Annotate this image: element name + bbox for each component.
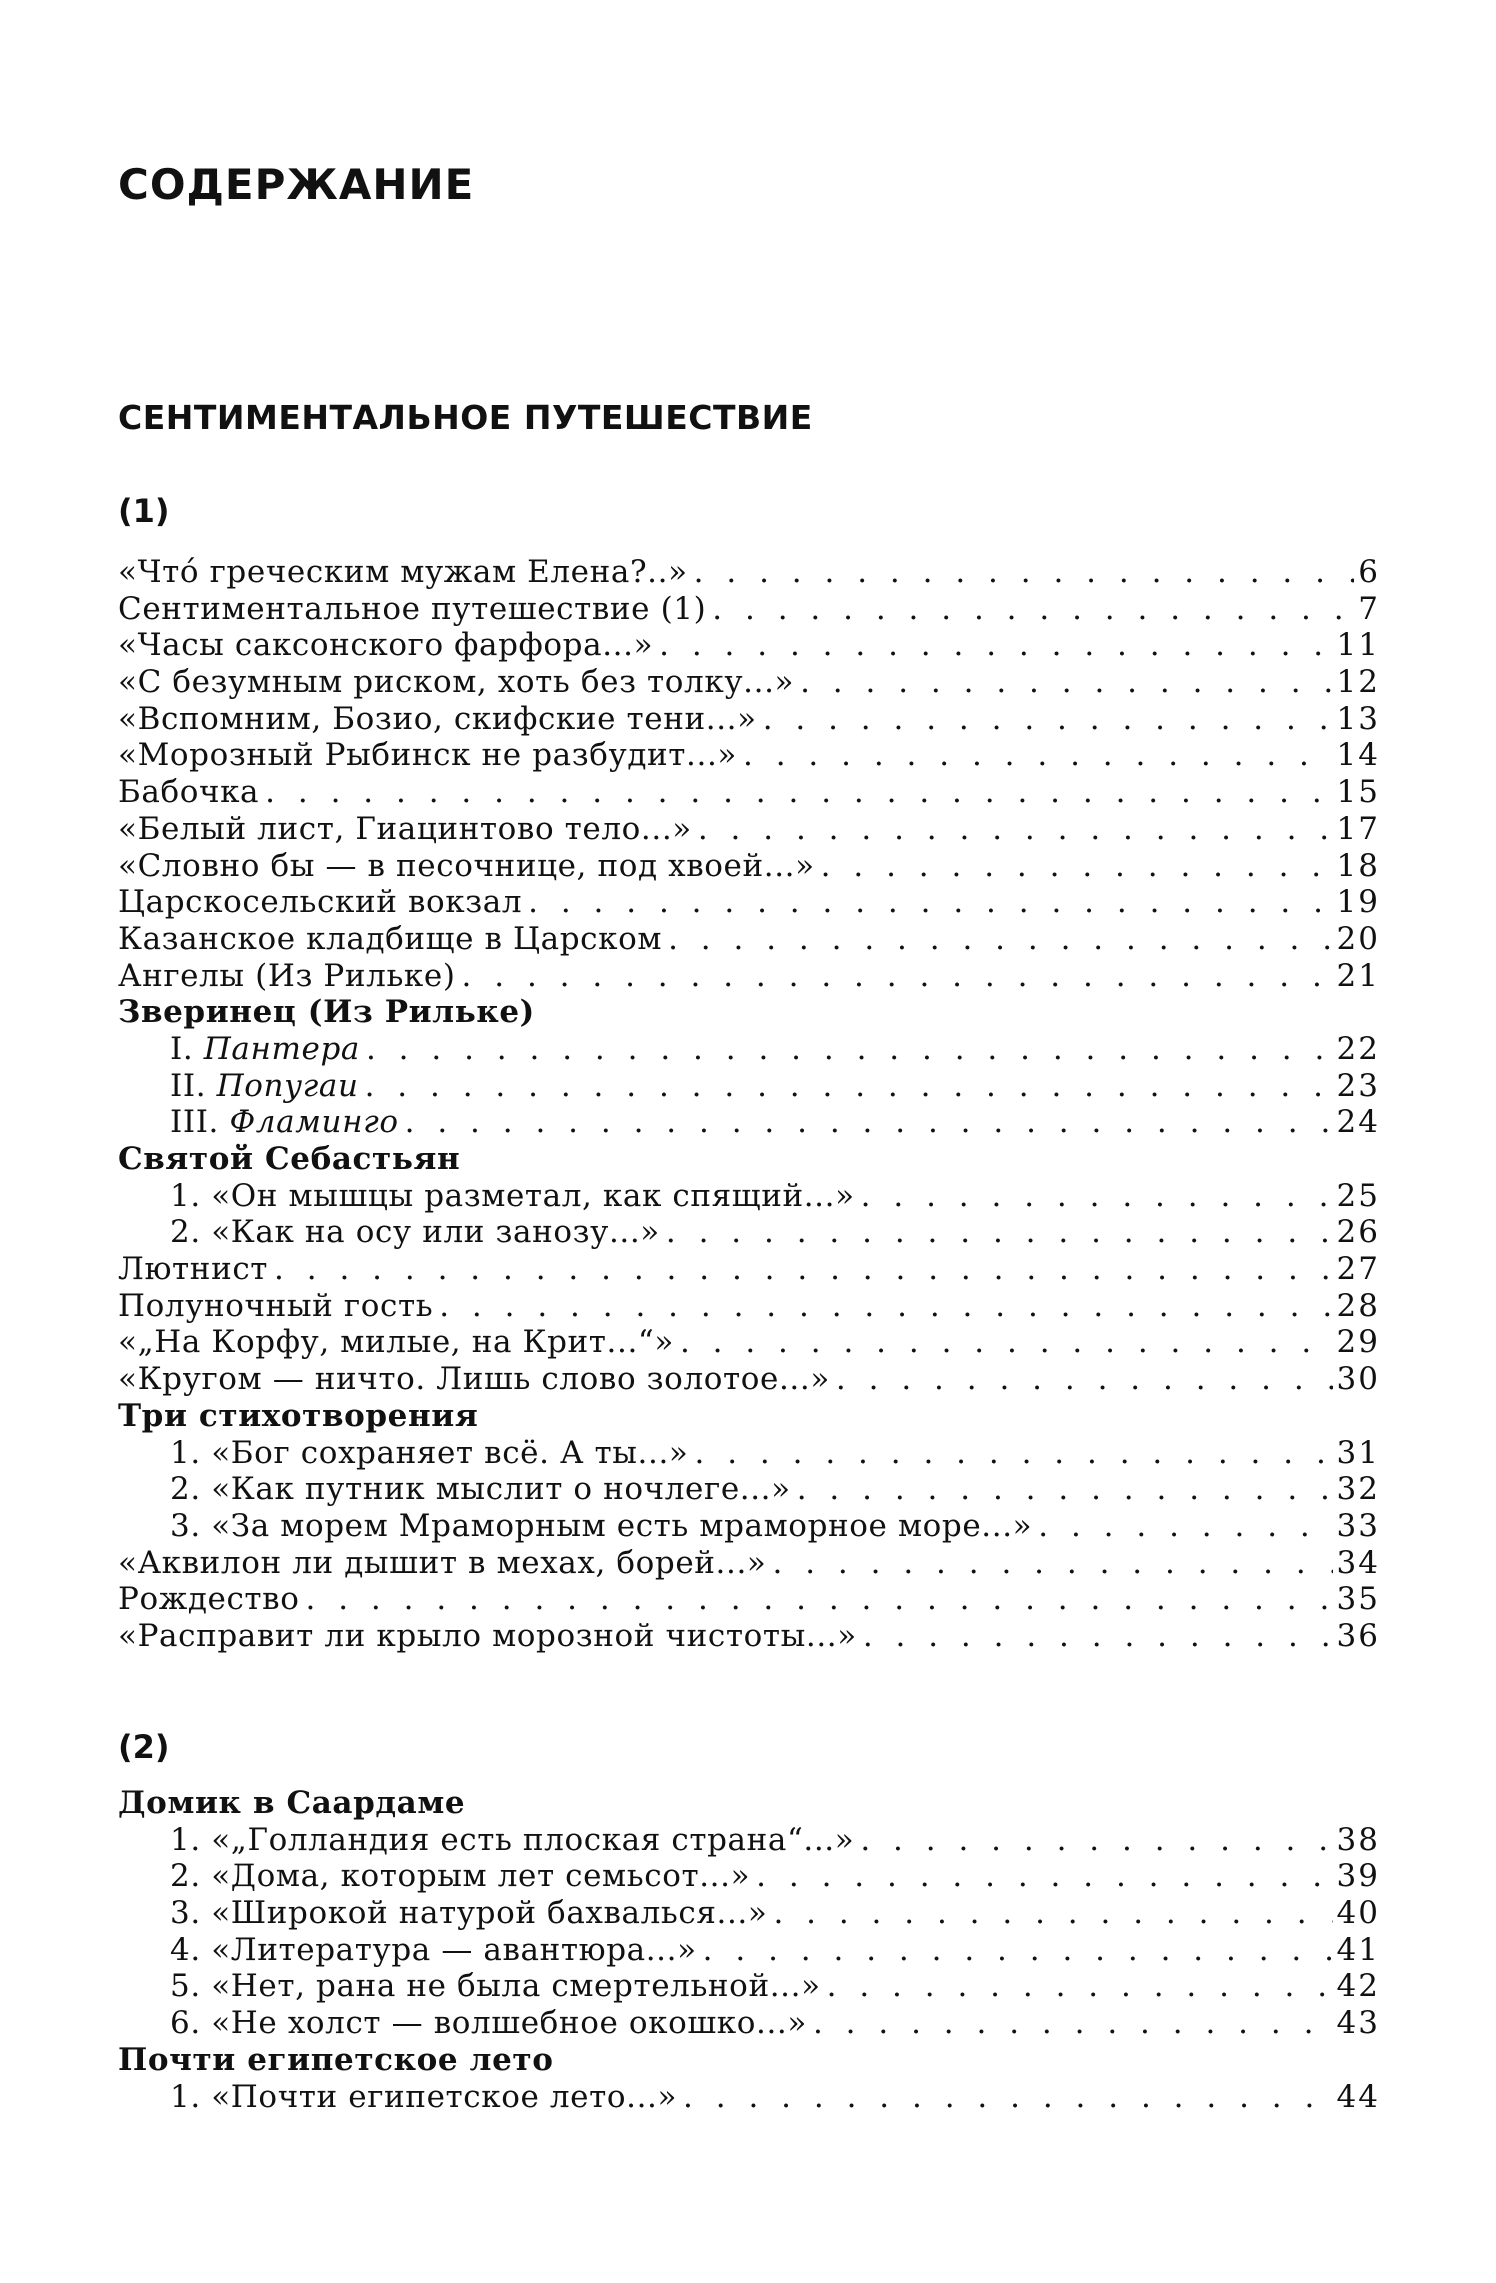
dot-leader [405,1104,1333,1141]
toc-entry [118,921,1380,958]
entry-page: 34 [1336,1544,1380,1581]
dot-leader [773,1545,1333,1582]
toc-entry [118,591,1380,628]
toc-entry [118,1545,1380,1582]
toc-entry [118,1508,1380,1545]
entry-title: «Кругом — ничто. Лишь слово золотое...» [118,1361,830,1398]
dot-leader [365,1068,1333,1105]
toc-entry [118,1104,1380,1141]
toc-entry [118,701,1380,738]
dot-leader [528,884,1332,921]
entry-title [118,1104,405,1141]
entry-page: 28 [1336,1287,1380,1324]
dot-leader [698,811,1333,848]
entry-page: 44 [1336,2078,1380,2115]
entry-title: Полуночный гость [118,1287,434,1324]
toc-entry [118,2079,1380,2116]
toc-entry [118,1618,1380,1655]
dot-leader [680,1324,1333,1361]
entry-title [118,1068,365,1105]
dot-leader [683,2079,1333,2116]
group-title: Зверинец (Из Рильке) [118,994,535,1031]
toc-entry [118,1822,1380,1859]
toc-entry [118,1031,1380,1068]
entry-title: Ангелы (Из Рильке) [118,957,456,994]
entry-page: 23 [1336,1067,1380,1104]
entry-title: 3. «Широкой натурой бахвалься...» [170,1895,768,1932]
dot-leader [659,627,1332,664]
dot-leader [773,1895,1332,1932]
entry-page: 39 [1336,1858,1380,1895]
dot-leader [694,554,1355,591]
entry-title-italic: Пантера [203,1030,360,1067]
entry-title: 1. «Бог сохраняет всё. А ты...» [170,1434,689,1471]
entry-page: 33 [1336,1507,1380,1544]
entry-page: 31 [1336,1434,1380,1471]
entry-page: 26 [1336,1214,1380,1251]
dot-leader [756,1858,1332,1895]
entry-title: Царскосельский вокзал [118,884,523,921]
entry-page: 21 [1336,957,1380,994]
entry-page: 17 [1336,810,1380,847]
dot-leader [462,958,1333,995]
toc-entry [118,627,1380,664]
entry-title: Сентиментальное путешествие (1) [118,590,707,627]
entry-title: «Что́ греческим мужам Елена?..» [118,554,688,590]
dot-leader [666,1214,1333,1251]
group-title: Почти египетское лето [118,2041,554,2078]
toc-entry [118,774,1380,811]
entry-page: 13 [1336,700,1380,737]
toc-entry [118,554,1380,591]
entry-title: «„На Корфу, милые, на Крит...“» [118,1324,674,1361]
toc-entry [118,1895,1380,1932]
toc-entry [118,1251,1380,1288]
entry-title: «Аквилон ли дышит в мехах, борей...» [118,1544,767,1581]
dot-leader [366,1031,1333,1068]
dot-leader [439,1288,1332,1325]
entry-title: «Часы саксонского фарфора...» [118,627,654,664]
entry-title: 1. «Он мышцы разметал, как спящий...» [170,1177,855,1214]
entry-page: 29 [1336,1324,1380,1361]
entry-title: «С безумным риском, хоть без толку...» [118,664,795,701]
toc-entry [118,1858,1380,1895]
entry-title: 2. «Дома, которым лет семьсот...» [170,1858,751,1895]
toc-entry [118,811,1380,848]
entry-number: III. [170,1104,230,1141]
dot-leader [703,1932,1333,1969]
entry-title: 5. «Нет, рана не была смертельной...» [170,1968,821,2005]
entry-title: 2. «Как на осу или занозу...» [170,1214,660,1251]
entry-title-italic: Попугаи [216,1067,359,1104]
entry-page: 20 [1336,920,1380,957]
entry-page: 11 [1336,627,1380,664]
part-2-toc [118,1785,1380,2115]
entry-title: 6. «Не холст — волшебное окошко...» [170,2005,807,2042]
toc-group-heading [118,2042,1380,2079]
dot-leader [836,1361,1333,1398]
entry-page: 22 [1336,1030,1380,1067]
entry-title: 3. «За морем Мраморным есть мраморное море...» [170,1507,1033,1544]
dot-leader [863,1618,1333,1655]
entry-title: «Словно бы — в песочнице, под хвоей...» [118,847,815,884]
dot-leader [668,921,1332,958]
part-1-toc [118,554,1380,1655]
entry-number: I. [170,1030,204,1067]
toc-entry [118,1435,1380,1472]
toc-entry [118,1178,1380,1215]
entry-title: Казанское кладбище в Царском [118,920,663,957]
toc-group-heading [118,994,1380,1031]
dot-leader [827,1968,1333,2005]
page-title: СОДЕРЖАНИЕ [118,160,475,209]
entry-title: 1. «Почти египетское лето...» [170,2078,678,2115]
toc-entry [118,1288,1380,1325]
part-2-heading: (2) [118,1728,170,1766]
toc-entry [118,884,1380,921]
entry-title: Лютнист [118,1251,269,1288]
entry-page: 35 [1336,1581,1380,1618]
group-title: Домик в Саардаме [118,1785,466,1821]
dot-leader [797,1471,1333,1508]
dot-leader [821,848,1333,885]
toc-group-heading [118,1141,1380,1178]
toc-entry [118,2005,1380,2042]
dot-leader [265,774,1332,811]
entry-title: «Расправит ли крыло морозной чистоты...» [118,1617,857,1654]
entry-page: 38 [1336,1821,1380,1858]
dot-leader [274,1251,1333,1288]
toc-entry [118,848,1380,885]
toc-entry [118,1068,1380,1105]
dot-leader [712,591,1354,628]
dot-leader [695,1435,1333,1472]
entry-page: 43 [1336,2005,1380,2042]
dot-leader [743,737,1333,774]
dot-leader [861,1178,1333,1215]
entry-title: Рождество [118,1581,300,1618]
entry-title: «Белый лист, Гиацинтово тело...» [118,810,692,847]
toc-group-heading [118,1398,1380,1435]
toc-entry [118,1932,1380,1969]
toc-entry [118,1361,1380,1398]
toc-entry [118,958,1380,995]
toc-entry [118,1324,1380,1361]
entry-page: 30 [1336,1361,1380,1398]
dot-leader [306,1581,1333,1618]
entry-page: 15 [1336,774,1380,811]
entry-page: 24 [1336,1104,1380,1141]
dot-leader [800,664,1332,701]
entry-page: 41 [1336,1931,1380,1968]
toc-entry [118,664,1380,701]
entry-page: 36 [1336,1617,1380,1654]
entry-page: 19 [1336,884,1380,921]
entry-page: 25 [1336,1177,1380,1214]
group-title: Три стихотворения [118,1397,479,1434]
dot-leader [860,1822,1332,1859]
toc-entry [118,737,1380,774]
entry-page: 14 [1336,737,1380,774]
entry-page: 42 [1336,1968,1380,2005]
entry-title [118,1031,366,1068]
entry-page: 18 [1336,847,1380,884]
dot-leader [813,2005,1333,2042]
toc-entry [118,1214,1380,1251]
section-title: СЕНТИМЕНТАЛЬНОЕ ПУТЕШЕСТВИЕ [118,398,813,437]
entry-title: 2. «Как путник мыслит о ночлеге...» [170,1471,791,1508]
entry-title: «Вспомним, Бозио, скифские тени...» [118,700,757,737]
entry-page: 12 [1336,664,1380,701]
entry-page: 27 [1336,1251,1380,1288]
group-title: Святой Себастьян [118,1141,461,1177]
entry-title: 4. «Литература — авантюра...» [170,1931,697,1968]
entry-title-italic: Фламинго [229,1104,399,1141]
dot-leader [1038,1508,1332,1545]
entry-page: 6 [1358,554,1380,590]
entry-page: 40 [1336,1895,1380,1932]
toc-group-heading [118,1785,1380,1822]
entry-number: II. [170,1067,217,1104]
toc-entry [118,1471,1380,1508]
entry-page: 32 [1336,1471,1380,1508]
toc-entry [118,1968,1380,2005]
part-1-heading: (1) [118,492,170,530]
entry-title: «Морозный Рыбинск не разбудит...» [118,737,737,774]
dot-leader [763,701,1333,738]
entry-page: 7 [1358,590,1380,627]
entry-title: 1. «„Голландия есть плоская страна“...» [170,1821,855,1858]
entry-title: Бабочка [118,774,260,811]
toc-entry [118,1581,1380,1618]
